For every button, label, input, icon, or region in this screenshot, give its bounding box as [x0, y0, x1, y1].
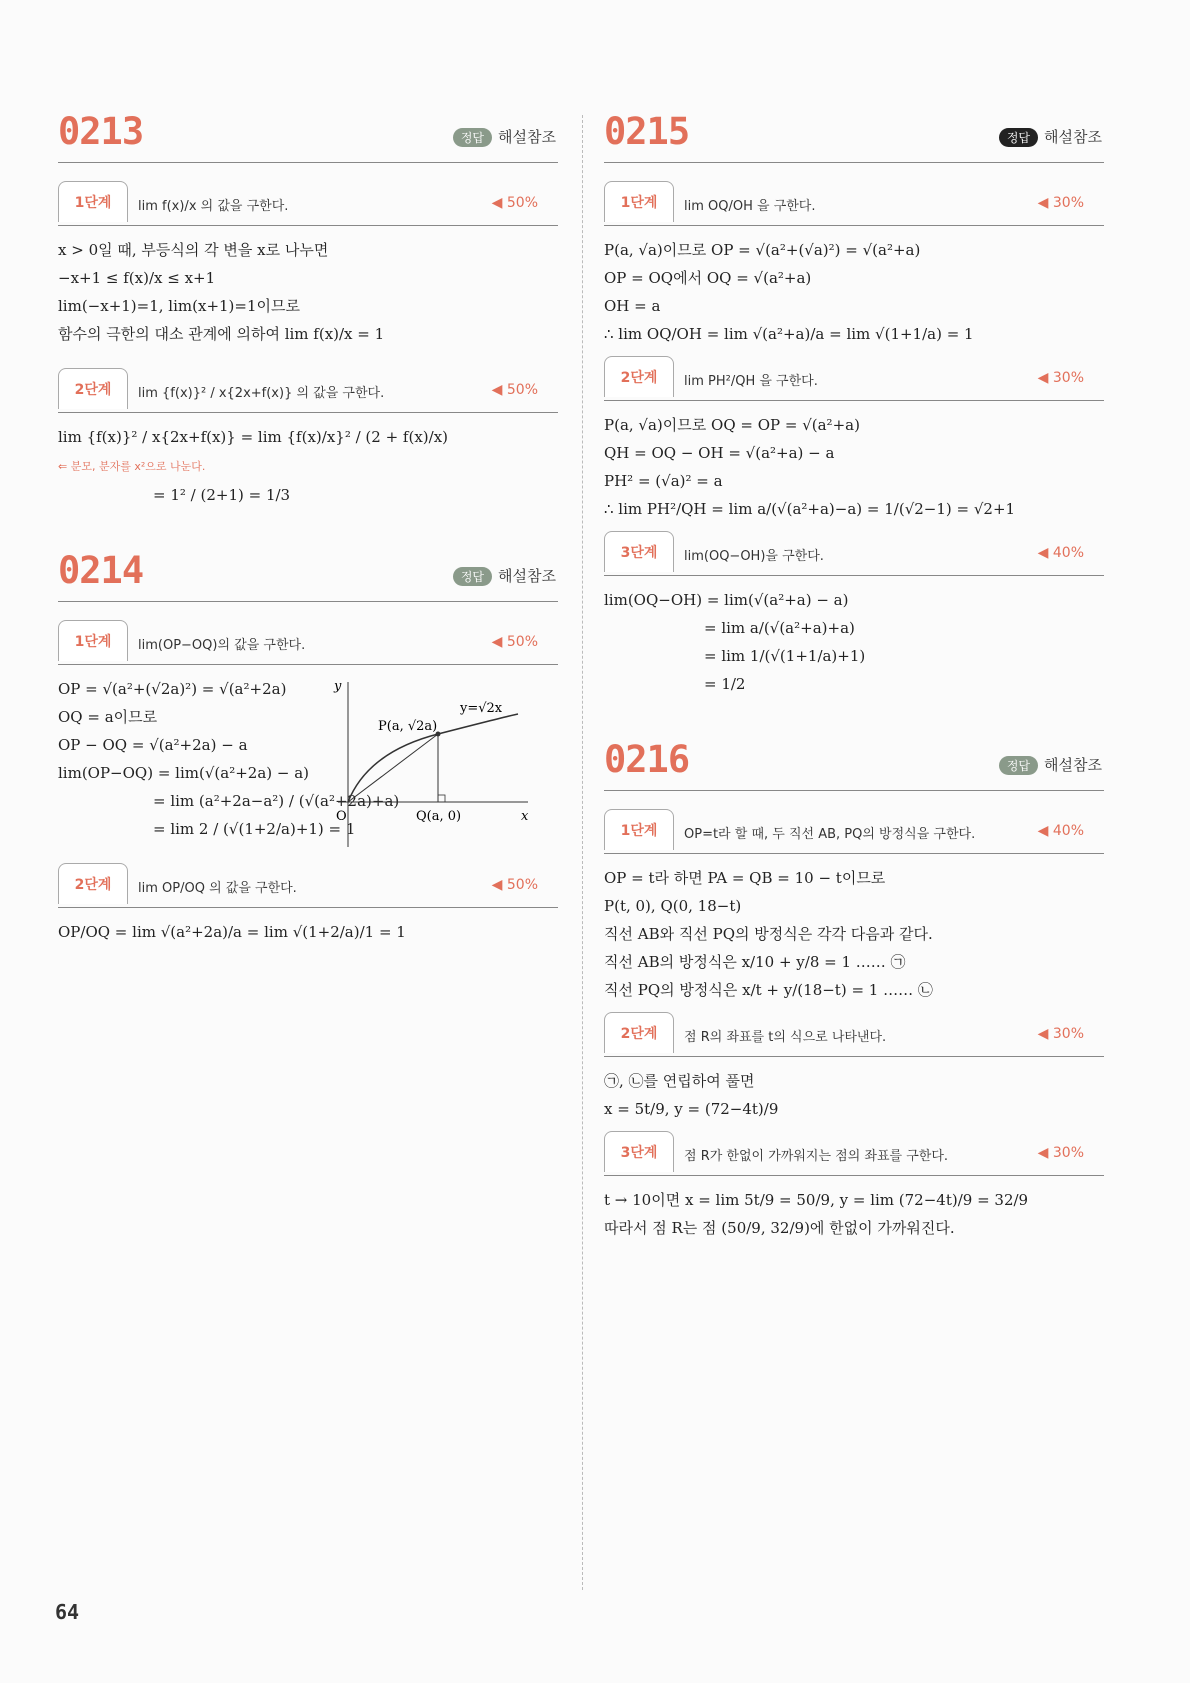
step-percent: ◀ 30% [1037, 1026, 1084, 1042]
step-description: 점 R가 한없이 가까워지는 점의 좌표를 구한다. [684, 1149, 949, 1164]
solution-line: = lim a/(√(a²+a)+a) [704, 619, 855, 637]
solution-line: OP = OQ에서 OQ = √(a²+a) [604, 269, 812, 287]
step-label: 1단계 [58, 620, 128, 661]
problem-0215-step1 [604, 181, 1104, 226]
solution-line: OH = a [604, 297, 661, 315]
problem-0214-step1 [58, 620, 558, 665]
problem-0216-step2 [604, 1012, 1104, 1057]
solution-line: ∴ lim OQ/OH = lim √(a²+a)/a = lim √(1+1/a) = 1 [604, 325, 974, 343]
step-description: lim OQ/OH 을 구한다. [684, 199, 816, 214]
margin-note: ⇐ 분모, 분자를 x²으로 나눈다. [58, 460, 206, 473]
answer-text: 해설참조 [1044, 128, 1102, 146]
solution-line: = 1/2 [704, 675, 746, 693]
answer-badge: 정답 [453, 567, 492, 586]
problem-0214-header [58, 549, 558, 602]
solution-line: = lim 2 / (√(1+2/a)+1) = 1 [153, 820, 356, 838]
step-label: 2단계 [604, 356, 674, 397]
solution-line: t → 10이면 x = lim 5t/9 = 50/9, y = lim (72−4t)/9 = 32/9 [604, 1191, 1029, 1209]
step-label: 1단계 [604, 181, 674, 222]
solution-line: 직선 PQ의 방정식은 x/t + y/(18−t) = 1 …… ㉡ [604, 981, 933, 999]
step-percent: ◀ 30% [1037, 195, 1084, 211]
solution-line: P(a, √a)이므로 OP = √(a²+(√a)²) = √(a²+a) [604, 241, 921, 259]
problem-0213-step1 [58, 181, 558, 226]
step-description: lim(OQ−OH)을 구한다. [684, 549, 824, 564]
step-percent: ◀ 40% [1037, 823, 1084, 839]
solution-line: 함수의 극한의 대소 관계에 의하여 lim f(x)/x = 1 [58, 325, 385, 343]
step-label: 1단계 [58, 181, 128, 222]
answer-text: 해설참조 [498, 567, 556, 585]
problem-number: 0213 [58, 110, 144, 153]
answer-reference [453, 126, 556, 147]
step-description: OP=t라 할 때, 두 직선 AB, PQ의 방정식을 구한다. [684, 827, 976, 842]
step-label: 1단계 [604, 809, 674, 850]
solution-line: PH² = (√a)² = a [604, 472, 723, 490]
problem-0215-header [604, 110, 1104, 163]
step-description: 점 R의 좌표를 t의 식으로 나타낸다. [684, 1030, 887, 1045]
answer-text: 해설참조 [498, 128, 556, 146]
solution-line: = lim (a²+2a−a²) / (√(a²+2a)+a) [153, 792, 400, 810]
problem-number: 0216 [604, 738, 690, 781]
solution-line: OP = √(a²+(√2a)²) = √(a²+2a) [58, 680, 287, 698]
problem-0216-step1 [604, 809, 1104, 854]
step-label: 2단계 [58, 368, 128, 409]
solution-line: ∴ lim PH²/QH = lim a/(√(a²+a)−a) = 1/(√2−1) = √2+1 [604, 500, 1016, 518]
step-label: 3단계 [604, 531, 674, 572]
step-description: lim OP/OQ 의 값을 구한다. [138, 881, 297, 896]
step-percent: ◀ 30% [1037, 370, 1084, 386]
segment-op [348, 734, 438, 802]
solution-line: OP = t라 하면 PA = QB = 10 − t이므로 [604, 869, 886, 887]
answer-reference [999, 126, 1102, 147]
step-description: lim f(x)/x 의 값을 구한다. [138, 199, 289, 214]
solution-line: OP/OQ = lim √(a²+2a)/a = lim √(1+2/a)/1 = 1 [58, 923, 406, 941]
step-description: lim(OP−OQ)의 값을 구한다. [138, 638, 306, 653]
step-percent: ◀ 40% [1037, 545, 1084, 561]
y-axis-label: y [334, 679, 342, 694]
problem-number: 0215 [604, 110, 690, 153]
answer-text: 해설참조 [1044, 756, 1102, 774]
x-axis-label: x [521, 809, 529, 824]
step-label: 2단계 [604, 1012, 674, 1053]
step-percent: ◀ 50% [491, 877, 538, 893]
problem-0216-step3 [604, 1131, 1104, 1176]
solution-line: lim(OP−OQ) = lim(√(a²+2a) − a) [58, 764, 310, 782]
left-column [58, 110, 558, 946]
column-divider [582, 115, 583, 1590]
solution-line: OQ = a이므로 [58, 708, 158, 726]
answer-reference [453, 565, 556, 586]
right-angle-mark [438, 795, 445, 802]
point-p-label: P(a, √2a) [378, 719, 438, 734]
problem-0215-step2 [604, 356, 1104, 401]
answer-badge: 정답 [999, 756, 1038, 775]
solution-line: −x+1 ≤ f(x)/x ≤ x+1 [58, 269, 216, 287]
step-percent: ◀ 50% [491, 195, 538, 211]
step-percent: ◀ 50% [491, 634, 538, 650]
origin-label: O [336, 809, 347, 824]
solution-expression: lim {f(x)}² / x{2x+f(x)} = lim {f(x)/x}² / (2 + f(x)/x) [58, 428, 449, 446]
solution-line: x > 0일 때, 부등식의 각 변을 x로 나누면 [58, 241, 329, 259]
solution-line: P(a, √a)이므로 OQ = OP = √(a²+a) [604, 416, 860, 434]
solution-line: x = 5t/9, y = (72−4t)/9 [604, 1100, 779, 1118]
step-label: 2단계 [58, 863, 128, 904]
solution-line: lim(−x+1)=1, lim(x+1)=1이므로 [58, 297, 300, 315]
solution-line: 따라서 점 R는 점 (50/9, 32/9)에 한없이 가까워진다. [604, 1219, 955, 1237]
answer-badge: 정답 [999, 128, 1038, 147]
solution-line: = lim 1/(√(1+1/a)+1) [704, 647, 866, 665]
answer-badge: 정답 [453, 128, 492, 147]
curve-label: y=√2x [460, 701, 503, 716]
problem-number: 0214 [58, 549, 144, 592]
right-column [604, 110, 1104, 1242]
solution-note-line [58, 451, 558, 481]
function-graph [328, 672, 538, 852]
solution-line: P(t, 0), Q(0, 18−t) [604, 897, 742, 915]
point-q-label: Q(a, 0) [416, 809, 462, 824]
problem-0213-header [58, 110, 558, 163]
page-number: 64 [55, 1600, 80, 1624]
solution-line: OP − OQ = √(a²+2a) − a [58, 736, 248, 754]
answer-reference [999, 754, 1102, 775]
step-label: 3단계 [604, 1131, 674, 1172]
problem-0216-header [604, 738, 1104, 791]
problem-0214-step2 [58, 863, 558, 908]
problem-0215-step3 [604, 531, 1104, 576]
step-percent: ◀ 30% [1037, 1145, 1084, 1161]
step-description: lim {f(x)}² / x{2x+f(x)} 의 값을 구한다. [138, 386, 385, 401]
solution-line: 직선 AB의 방정식은 x/10 + y/8 = 1 …… ㉠ [604, 953, 906, 971]
problem-0213-step2 [58, 368, 558, 413]
solution-line [58, 423, 558, 451]
step-percent: ◀ 50% [491, 382, 538, 398]
solution-line: lim(OQ−OH) = lim(√(a²+a) − a) [604, 591, 849, 609]
solution-line: 직선 AB와 직선 PQ의 방정식은 각각 다음과 같다. [604, 925, 933, 943]
solution-line: = 1² / (2+1) = 1/3 [153, 486, 291, 504]
solution-line: QH = OQ − OH = √(a²+a) − a [604, 444, 835, 462]
step-description: lim PH²/QH 을 구한다. [684, 374, 818, 389]
solution-line: ㉠, ㉡를 연립하여 풀면 [604, 1072, 755, 1090]
